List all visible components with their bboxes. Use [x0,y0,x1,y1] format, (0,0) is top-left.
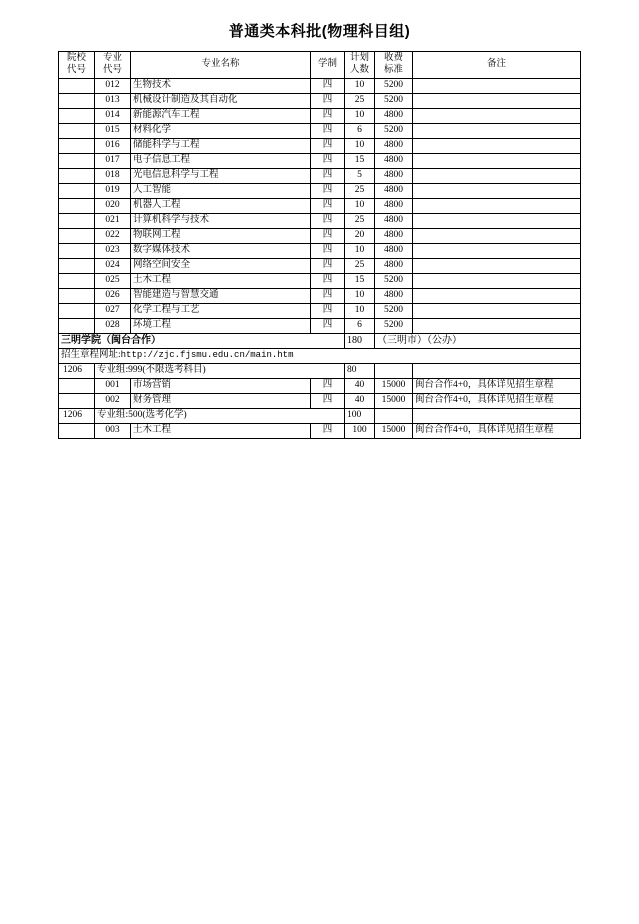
cell-plan: 100 [345,424,375,439]
header-major-code-line2: 代号 [102,64,122,75]
cell-plan: 10 [345,243,375,258]
cell-remark [413,243,581,258]
cell-remark [413,213,581,228]
cell-major-name: 材料化学 [131,123,311,138]
cell-school-code [59,288,95,303]
cell-remark [413,318,581,333]
cell-major-code: 020 [95,198,131,213]
cell-group-fee [375,364,413,379]
cell-school-code [59,153,95,168]
cell-plan: 40 [345,379,375,394]
cell-major-name: 储能科学与工程 [131,138,311,153]
cell-plan: 25 [345,93,375,108]
cell-school-code [59,78,95,93]
table-header-row [59,52,581,79]
cell-fee: 4800 [375,258,413,273]
cell-remark [413,108,581,123]
cell-years: 四 [311,213,345,228]
cell-fee: 5200 [375,303,413,318]
cell-school-code [59,213,95,228]
cell-fee: 5200 [375,318,413,333]
cell-major-name: 环境工程 [131,318,311,333]
cell-years: 四 [311,198,345,213]
cell-major-code: 025 [95,273,131,288]
cell-major-name: 电子信息工程 [131,153,311,168]
header-school-code [59,52,95,79]
cell-major-name: 化学工程与工艺 [131,303,311,318]
cell-major-code: 014 [95,108,131,123]
cell-major-code: 017 [95,153,131,168]
admissions-table-container [58,51,581,439]
cell-major-code: 015 [95,123,131,138]
cell-fee: 4800 [375,213,413,228]
cell-fee: 4800 [375,183,413,198]
table-row [59,379,581,394]
cell-major-name: 财务管理 [131,394,311,409]
cell-plan: 15 [345,273,375,288]
table-row [59,138,581,153]
cell-remark: 闽台合作4+0，具体详见招生章程 [413,394,581,409]
cell-school-location: （三明市）（公办） [375,333,581,349]
cell-plan: 6 [345,318,375,333]
cell-group-plan: 100 [345,409,375,424]
cell-remark: 闽台合作4+0，具体详见招生章程 [413,379,581,394]
cell-plan: 6 [345,123,375,138]
cell-fee: 4800 [375,168,413,183]
major-group-row [59,364,581,379]
cell-major-code: 012 [95,78,131,93]
cell-school-code [59,183,95,198]
school-name-text: 三明学院（闽台合作） [61,334,161,346]
table-row [59,78,581,93]
table-row [59,243,581,258]
table-body [59,78,581,439]
table-row [59,228,581,243]
header-fee [375,52,413,79]
cell-fee: 15000 [375,394,413,409]
table-row [59,93,581,108]
cell-major-code: 013 [95,93,131,108]
header-school-code-line1: 院校 [66,53,86,63]
cell-years: 四 [311,303,345,318]
cell-remark: 闽台合作4+0，具体详见招生章程 [413,424,581,439]
header-major-code [95,52,131,79]
cell-years: 四 [311,123,345,138]
cell-years: 四 [311,273,345,288]
cell-plan: 10 [345,198,375,213]
cell-major-name: 市场营销 [131,379,311,394]
table-row [59,318,581,333]
cell-plan: 15 [345,153,375,168]
cell-school-code [59,273,95,288]
cell-major-name: 数字媒体技术 [131,243,311,258]
cell-major-code: 022 [95,228,131,243]
cell-school-name [59,333,345,349]
major-group-row [59,409,581,424]
cell-school-code [59,198,95,213]
cell-plan: 25 [345,258,375,273]
cell-plan: 40 [345,394,375,409]
cell-plan: 10 [345,303,375,318]
header-plan-line2: 人数 [349,64,369,75]
cell-major-code: 001 [95,379,131,394]
header-fee-line1: 收费 [383,53,403,63]
cell-plan: 10 [345,138,375,153]
cell-group-school-code: 1206 [59,409,95,424]
cell-school-code [59,394,95,409]
cell-major-code: 018 [95,168,131,183]
cell-years: 四 [311,78,345,93]
cell-fee: 5200 [375,273,413,288]
cell-fee: 4800 [375,288,413,303]
cell-major-name: 智能建造与智慧交通 [131,288,311,303]
cell-plan: 10 [345,78,375,93]
cell-school-code [59,258,95,273]
cell-fee: 4800 [375,198,413,213]
table-row [59,394,581,409]
cell-major-name: 机械设计制造及其自动化 [131,93,311,108]
cell-fee: 5200 [375,78,413,93]
table-row [59,273,581,288]
cell-years: 四 [311,318,345,333]
cell-years: 四 [311,228,345,243]
table-row [59,123,581,138]
cell-group-remark [413,409,581,424]
cell-school-code [59,228,95,243]
cell-fee: 15000 [375,379,413,394]
cell-major-code: 003 [95,424,131,439]
cell-remark [413,123,581,138]
cell-major-name: 机器人工程 [131,198,311,213]
table-row [59,183,581,198]
cell-school-code [59,303,95,318]
cell-remark [413,258,581,273]
cell-school-code [59,168,95,183]
cell-school-code [59,318,95,333]
cell-major-code: 027 [95,303,131,318]
charter-url-row [59,349,581,364]
cell-major-code: 019 [95,183,131,198]
cell-years: 四 [311,424,345,439]
cell-years: 四 [311,108,345,123]
cell-major-code: 002 [95,394,131,409]
cell-remark [413,153,581,168]
cell-remark [413,138,581,153]
charter-url-value[interactable]: http://zjc.fjsmu.edu.cn/main.htm [120,350,294,361]
cell-group-remark [413,364,581,379]
table-row [59,424,581,439]
cell-fee: 5200 [375,93,413,108]
header-plan-line1: 计划 [349,53,369,63]
cell-major-name: 人工智能 [131,183,311,198]
cell-school-code [59,243,95,258]
cell-school-code [59,93,95,108]
cell-major-code: 024 [95,258,131,273]
cell-years: 四 [311,183,345,198]
cell-school-code [59,424,95,439]
cell-remark [413,198,581,213]
header-school-code-line2: 代号 [66,64,86,75]
cell-group-school-code: 1206 [59,364,95,379]
cell-charter-url [59,349,581,364]
admissions-table [58,51,581,439]
cell-years: 四 [311,93,345,108]
page-title: 普通类本科批(物理科目组) [228,23,411,40]
cell-plan: 10 [345,288,375,303]
cell-school-plan: 180 [345,333,375,349]
cell-major-name: 生物技术 [131,78,311,93]
cell-years: 四 [311,153,345,168]
cell-fee: 5200 [375,123,413,138]
cell-plan: 5 [345,168,375,183]
header-plan [345,52,375,79]
cell-remark [413,228,581,243]
cell-fee: 4800 [375,153,413,168]
header-years: 学制 [311,52,345,79]
cell-remark [413,183,581,198]
cell-remark [413,168,581,183]
document-page [0,20,639,924]
cell-plan: 20 [345,228,375,243]
cell-fee: 15000 [375,424,413,439]
header-major-code-line1: 专业 [102,53,122,63]
cell-major-name: 光电信息科学与工程 [131,168,311,183]
cell-major-code: 028 [95,318,131,333]
table-row [59,108,581,123]
cell-years: 四 [311,258,345,273]
header-remark: 备注 [413,52,581,79]
table-row [59,153,581,168]
cell-group-name: 专业组:500(选考化学) [95,409,345,424]
cell-years: 四 [311,168,345,183]
cell-fee: 4800 [375,243,413,258]
cell-plan: 25 [345,183,375,198]
table-row [59,258,581,273]
cell-remark [413,93,581,108]
cell-major-name: 网络空间安全 [131,258,311,273]
cell-fee: 4800 [375,138,413,153]
cell-major-name: 新能源汽车工程 [131,108,311,123]
table-row [59,168,581,183]
school-row [59,333,581,349]
cell-remark [413,273,581,288]
cell-remark [413,303,581,318]
table-row [59,288,581,303]
cell-major-name: 土木工程 [131,273,311,288]
cell-plan: 25 [345,213,375,228]
charter-url-label: 招生章程网址: [61,350,121,361]
cell-group-fee [375,409,413,424]
header-major-name: 专业名称 [131,52,311,79]
cell-major-code: 023 [95,243,131,258]
cell-major-name: 计算机科学与技术 [131,213,311,228]
cell-years: 四 [311,243,345,258]
cell-school-code [59,138,95,153]
cell-remark [413,288,581,303]
cell-major-name: 物联网工程 [131,228,311,243]
header-fee-line2: 标准 [383,64,403,75]
cell-years: 四 [311,379,345,394]
cell-plan: 10 [345,108,375,123]
cell-major-code: 026 [95,288,131,303]
cell-years: 四 [311,138,345,153]
cell-school-code [59,123,95,138]
cell-major-code: 021 [95,213,131,228]
cell-major-code: 016 [95,138,131,153]
table-row [59,303,581,318]
cell-fee: 4800 [375,228,413,243]
cell-group-name: 专业组:999(不限选考科目) [95,364,345,379]
cell-major-name: 土木工程 [131,424,311,439]
table-row [59,198,581,213]
cell-school-code [59,108,95,123]
cell-school-code [59,379,95,394]
cell-fee: 4800 [375,108,413,123]
cell-remark [413,78,581,93]
cell-years: 四 [311,394,345,409]
table-row [59,213,581,228]
cell-years: 四 [311,288,345,303]
cell-group-plan: 80 [345,364,375,379]
